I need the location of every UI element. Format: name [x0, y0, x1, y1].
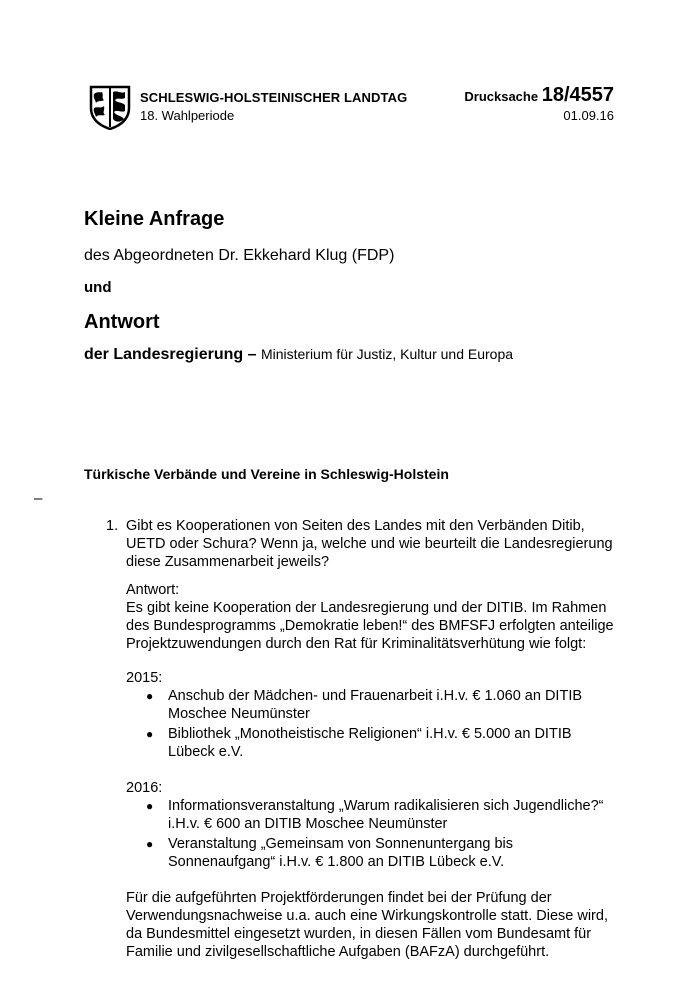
- member-line: des Abgeordneten Dr. Ekkehard Klug (FDP): [84, 247, 395, 264]
- document-title: Türkische Verbände und Vereine in Schleswig-Holstein: [84, 466, 449, 482]
- antwort-heading: Antwort: [84, 311, 160, 333]
- bullet-icon: ●: [146, 799, 154, 813]
- drucksache-label: [464, 84, 614, 107]
- bullet-icon: ●: [146, 837, 154, 851]
- year-2015: 2015:: [126, 670, 163, 686]
- dash-mark: –: [34, 490, 43, 507]
- ministry-name: Ministerium für Justiz, Kultur und Europa: [260, 346, 514, 362]
- bullet-icon: ●: [146, 727, 154, 741]
- question-list: [106, 517, 616, 961]
- drucksache-prefix: Drucksache: [464, 89, 542, 104]
- parliament-name: SCHLESWIG-HOLSTEINISCHER LANDTAG: [140, 90, 408, 105]
- list-item: ● Bibliothek „Monotheistische Religionen“ i.H.v. € 5.000 an DITIB Lübeck e.V.: [146, 726, 572, 760]
- government-line: [84, 346, 513, 364]
- list-item: ● Informationsveranstaltung „Warum radikalisieren sich Jugendliche?“ i.H.v. € 600 an DITIB Moschee Neumünster: [146, 798, 604, 832]
- document-date: 01.09.16: [563, 108, 614, 123]
- coat-of-arms-logo: [88, 84, 132, 130]
- question-number: 1.: [106, 518, 119, 534]
- funding-list-2016: [126, 797, 616, 871]
- list-item: ● Veranstaltung „Gemeinsam von Sonnenuntergang bis Sonnenaufgang“ i.H.v. € 1.800 an DITIB Lübeck e.V.: [146, 836, 513, 870]
- electoral-period: 18. Wahlperiode: [140, 108, 235, 123]
- funding-list-2015: [126, 687, 616, 761]
- answer-body: [126, 571, 616, 961]
- government-bold: der Landesregierung –: [84, 346, 261, 363]
- answer-text: Es gibt keine Kooperation der Landesregierung und der DITIB. Im Rahmen des Bundesprogramms „Demokratie leben!“ des BMFSFJ erfolgten anteilige Projektzuwendungen durch den Rat für Kriminalitätsverhütung wie folgt:: [126, 600, 614, 652]
- question-text: Gibt es Kooperationen von Seiten des Landes mit den Verbänden Ditib, UETD oder Schura? Wenn ja, welche und wie beurteilt die Landesregierung diese Zusammenarbeit jeweils?: [126, 518, 613, 570]
- closing-paragraph: Für die aufgeführten Projektförderungen findet bei der Prüfung der Verwendungsnachweise u.a. auch eine Wirkungskontrolle statt. Diese wird, da Bundesmittel eingesetzt wurden, in diesen Fällen vom Bundesamt für Familie und zivilgesellschaftliche Aufgaben (BAFzA) durchgeführt.: [126, 890, 608, 960]
- list-item: ● Anschub der Mädchen- und Frauenarbeit i.H.v. € 1.060 an DITIB Moschee Neumünster: [146, 688, 583, 722]
- kleine-anfrage-heading: Kleine Anfrage: [84, 208, 225, 230]
- question-item: [106, 517, 616, 571]
- und-line: und: [84, 279, 112, 296]
- bullet-icon: ●: [146, 689, 154, 703]
- drucksache-number: 18/4557: [541, 84, 614, 106]
- answer-label: Antwort:: [126, 582, 180, 598]
- year-2016: 2016:: [126, 780, 163, 796]
